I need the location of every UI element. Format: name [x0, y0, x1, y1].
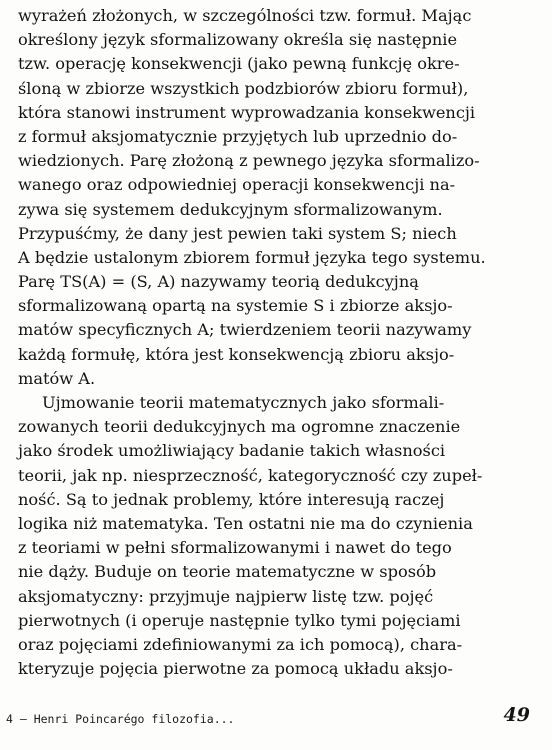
- text-line: Ujmowanie teorii matematycznych jako sformali-: [42, 393, 445, 412]
- text-line: wiedzionych. Parę złożoną z pewnego języka sformalizo-: [18, 151, 480, 171]
- text-line: wyrażeń złożonych, w szczególności tzw. formuł. Mając: [18, 6, 472, 25]
- text-line: jako środek umożliwiający badanie takich własności: [18, 441, 446, 461]
- text-line: matów A.: [18, 368, 96, 388]
- text-line: Przypuśćmy, że dany jest pewien taki system S; niech: [18, 223, 457, 243]
- text-line: wanego oraz odpowiedniej operacji konsekwencji na-: [18, 175, 456, 195]
- text-line: oraz pojęciami zdefiniowanymi za ich pomocą), chara-: [18, 634, 463, 654]
- text-line: Parę TS(A) = (S, A) nazywamy teorią dedukcyjną: [18, 272, 419, 292]
- signature-note: 4 — Henri Poincarégo filozofia...: [6, 712, 235, 726]
- page-number: 49: [503, 704, 530, 726]
- text-line: która stanowi instrument wyprowadzania konsekwencji: [18, 102, 476, 122]
- text-line: kteryzuje pojęcia pierwotne za pomocą układu aksjo-: [18, 659, 453, 679]
- text-line: ność. Są to jednak problemy, które interesują raczej: [18, 489, 445, 509]
- text-line: pierwotnych (i operuje następnie tylko tymi pojęciami: [18, 610, 461, 630]
- body-text: [18, 4, 528, 681]
- text-line: określony język sformalizowany określa się następnie: [18, 30, 458, 50]
- text-line: zywa się systemem dedukcyjnym sformalizowanym.: [18, 199, 443, 219]
- text-line: sformalizowaną opartą na systemie S i zbiorze aksjo-: [18, 296, 453, 316]
- text-line: nie dąży. Buduje on teorie matematyczne w sposób: [18, 562, 437, 582]
- text-line: matów specyficznych A; twierdzeniem teorii nazywamy: [18, 320, 472, 340]
- text-line: tzw. operację konsekwencji (jako pewną funkcję okre-: [18, 54, 460, 74]
- text-line: teorii, jak np. niesprzeczność, kategoryczność czy zupeł-: [18, 465, 483, 485]
- text-line: z teoriami w pełni sformalizowanymi i nawet do tego: [18, 538, 452, 558]
- paragraph-2: [18, 391, 528, 681]
- paragraph-1: [18, 4, 528, 391]
- text-line: A będzie ustalonym zbiorem formuł języka tego systemu.: [18, 247, 486, 267]
- text-line: śloną w zbiorze wszystkich podzbiorów zbioru formuł),: [18, 78, 469, 98]
- text-line: z formuł aksjomatycznie przyjętych lub uprzednio do-: [18, 126, 458, 146]
- text-line: każdą formułę, która jest konsekwencją zbioru aksjo-: [18, 344, 455, 364]
- text-line: aksjomatyczny: przyjmuje najpierw listę tzw. pojęć: [18, 586, 434, 606]
- page-footer: [6, 704, 530, 730]
- text-line: logika niż matematyka. Ten ostatni nie ma do czynienia: [18, 513, 473, 533]
- text-line: zowanych teorii dedukcyjnych ma ogromne znaczenie: [18, 417, 461, 437]
